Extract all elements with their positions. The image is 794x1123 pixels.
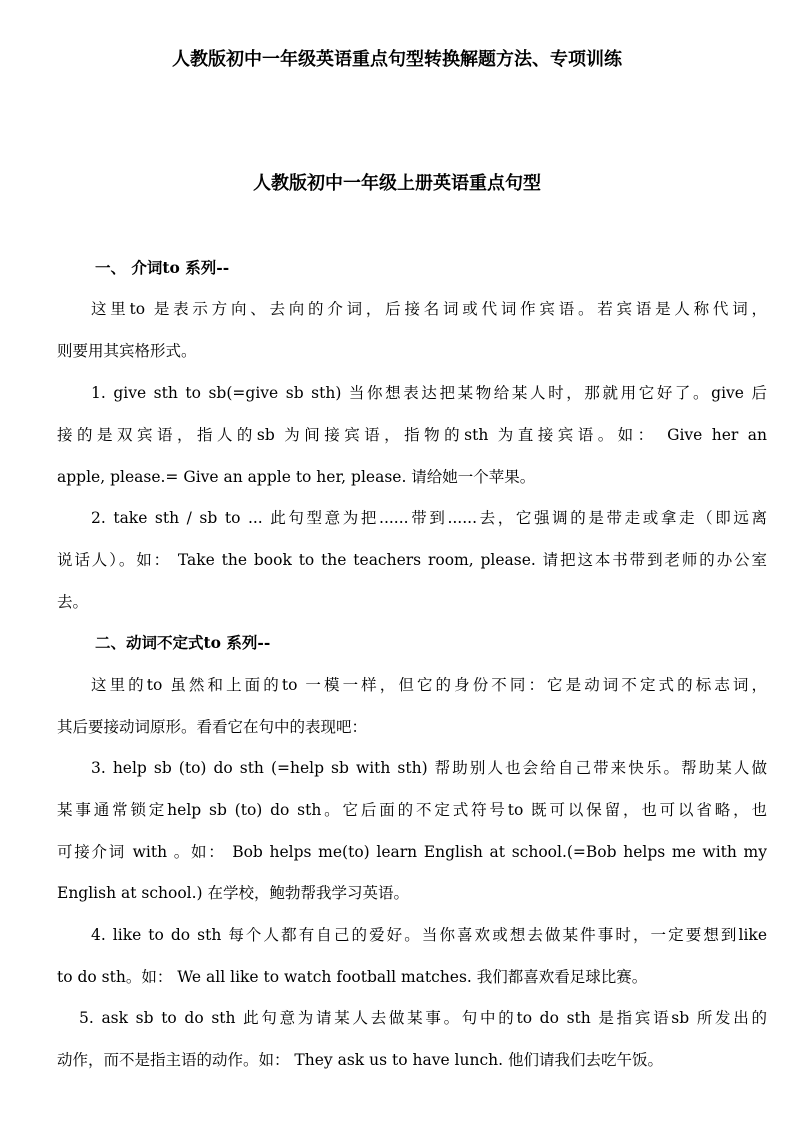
document-subtitle: 人教版初中一年级上册英语重点句型 xyxy=(253,173,541,194)
paragraph-line: English at school.) 在学校，鲍勃帮我学习英语。 xyxy=(57,884,410,902)
paragraph-line: 2. take sth / sb to ... 此句型意为把......带到......去，它强调的是带走或拿走（即远离 xyxy=(91,509,767,527)
paragraph-line: 则要用其宾格形式。 xyxy=(57,342,197,360)
paragraph-line: 3. help sb (to) do sth (=help sb with sth) 帮助别人也会给自己带来快乐。帮助某人做 xyxy=(91,759,767,777)
section-heading-preposition-to: 一、 介词to 系列-- xyxy=(95,258,230,277)
paragraph-line: 说话人）。如： Take the book to the teachers room, please. 请把这本书带到老师的办公室 xyxy=(57,551,767,569)
paragraph-line: 动作，而不是指主语的动作。如： They ask us to have lunch. 他们请我们去吃午饭。 xyxy=(57,1051,663,1069)
paragraph-line: 去。 xyxy=(57,593,89,611)
paragraph-line: 1. give sth to sb(=give sb sth) 当你想表达把某物给某人时，那就用它好了。give 后 xyxy=(91,384,767,402)
document-title: 人教版初中一年级英语重点句型转换解题方法、专项训练 xyxy=(172,49,622,70)
paragraph-line: 这里的to 虽然和上面的to 一模一样，但它的身份不同：它是动词不定式的标志词， xyxy=(91,676,767,694)
paragraph-line: to do sth。如： We all like to watch football matches. 我们都喜欢看足球比赛。 xyxy=(57,968,648,986)
paragraph-line: 可接介词 with 。如： Bob helps me(to) learn English at school.(=Bob helps me with my xyxy=(57,843,767,861)
paragraph-line: 4. like to do sth 每个人都有自己的爱好。当你喜欢或想去做某件事时，一定要想到like xyxy=(91,926,767,944)
paragraph-line: 接的是双宾语，指人的sb 为间接宾语，指物的sth 为直接宾语。如： Give her an xyxy=(57,426,767,444)
section-heading-infinitive-to: 二、动词不定式to 系列-- xyxy=(95,633,271,652)
paragraph-line: apple, please.= Give an apple to her, please. 请给她一个苹果。 xyxy=(57,468,536,486)
paragraph-line: 5. ask sb to do sth 此句意为请某人去做某事。句中的to do sth 是指宾语sb 所发出的 xyxy=(79,1009,767,1027)
paragraph-line: 某事通常锁定help sb (to) do sth。它后面的不定式符号to 既可以保留，也可以省略，也 xyxy=(57,801,767,819)
paragraph-line: 这里to 是表示方向、去向的介词，后接名词或代词作宾语。若宾语是人称代词， xyxy=(91,300,767,318)
paragraph-line: 其后要接动词原形。看看它在句中的表现吧： xyxy=(57,718,368,736)
